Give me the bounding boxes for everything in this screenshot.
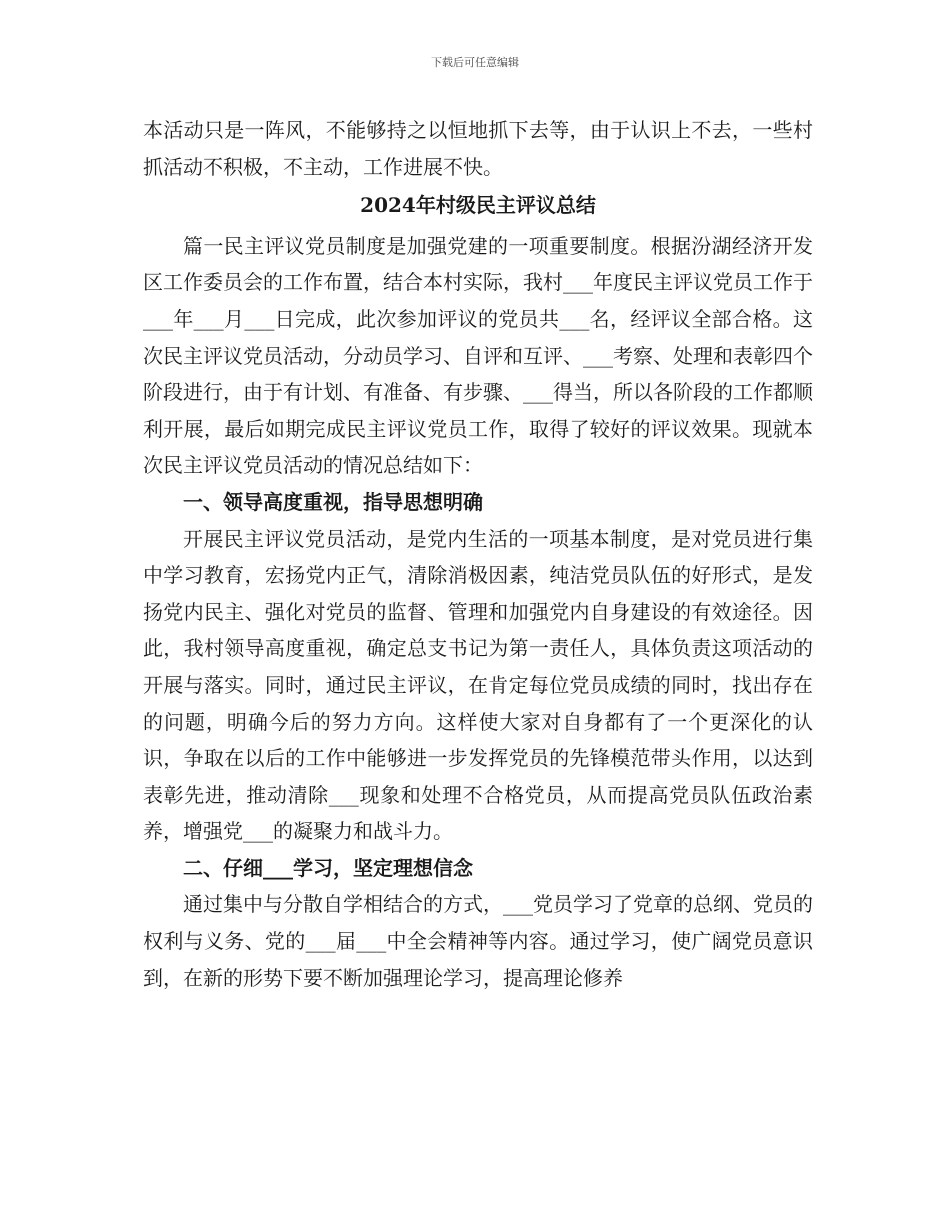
paragraph-2: 开展民主评议党员活动，是党内生活的一项基本制度，是对党员进行集中学习教育，宏扬党内正气，清除消极因素，纯洁党员队伍的好形式，是发扬党内民主、强化对党员的监督、管理和加强党内自身建设的有效途径。因此，我村领导高度重视，确定总支书记为第一责任人，具体负责这项活动的开展与落实。同时，通过民主评议，在肯定每位党员成绩的同时，找出存在的问题，明确今后的努力方向。这样使大家对自身都有了一个更深化的认识，争取在以后的工作中能够进一步发挥党员的先锋模范带头作用，以达到表彰先进，推动清除___现象和处理不合格党员，从而提高党员队伍政治素养，增强党___的凝聚力和战斗力。 [143, 526, 813, 844]
section-2-heading: 二、仔细___学习，坚定理想信念 [183, 855, 473, 880]
paragraph-3: 通过集中与分散自学相结合的方式，___党员学习了党章的总纲、党员的权利与义务、党的___届___中全会精神等内容。通过学习，使广阔党员意识到，在新的形势下要不断加强理论学习，提高理论修养 [143, 892, 813, 990]
document-body [143, 112, 813, 996]
section-1-heading: 一、领导高度重视，指导思想明确 [183, 489, 483, 514]
page-header: 下载后可任意编辑 [431, 56, 519, 69]
paragraph-1: 篇一民主评议党员制度是加强党建的一项重要制度。根据汾湖经济开发区工作委员会的工作布置，结合本村实际，我村___年度民主评议党员工作于___年___月___日完成，此次参加评议的党员共___名，经评议全部合格。这次民主评议党员活动，分动员学习、自评和互评、___考察、处理和表彰四个阶段进行，由于有计划、有准备、有步骤、___得当，所以各阶段的工作都顺利开展，最后如期完成民主评议党员工作，取得了较好的评议效果。现就本次民主评议党员活动的情况总结如下： [143, 233, 813, 478]
document-title: 2024年村级民主评议总结 [360, 193, 596, 218]
intro-fragment: 本活动只是一阵风，不能够持之以恒地抓下去等，由于认识上不去，一些村抓活动不积极，不主动，工作进展不快。 [143, 118, 813, 179]
